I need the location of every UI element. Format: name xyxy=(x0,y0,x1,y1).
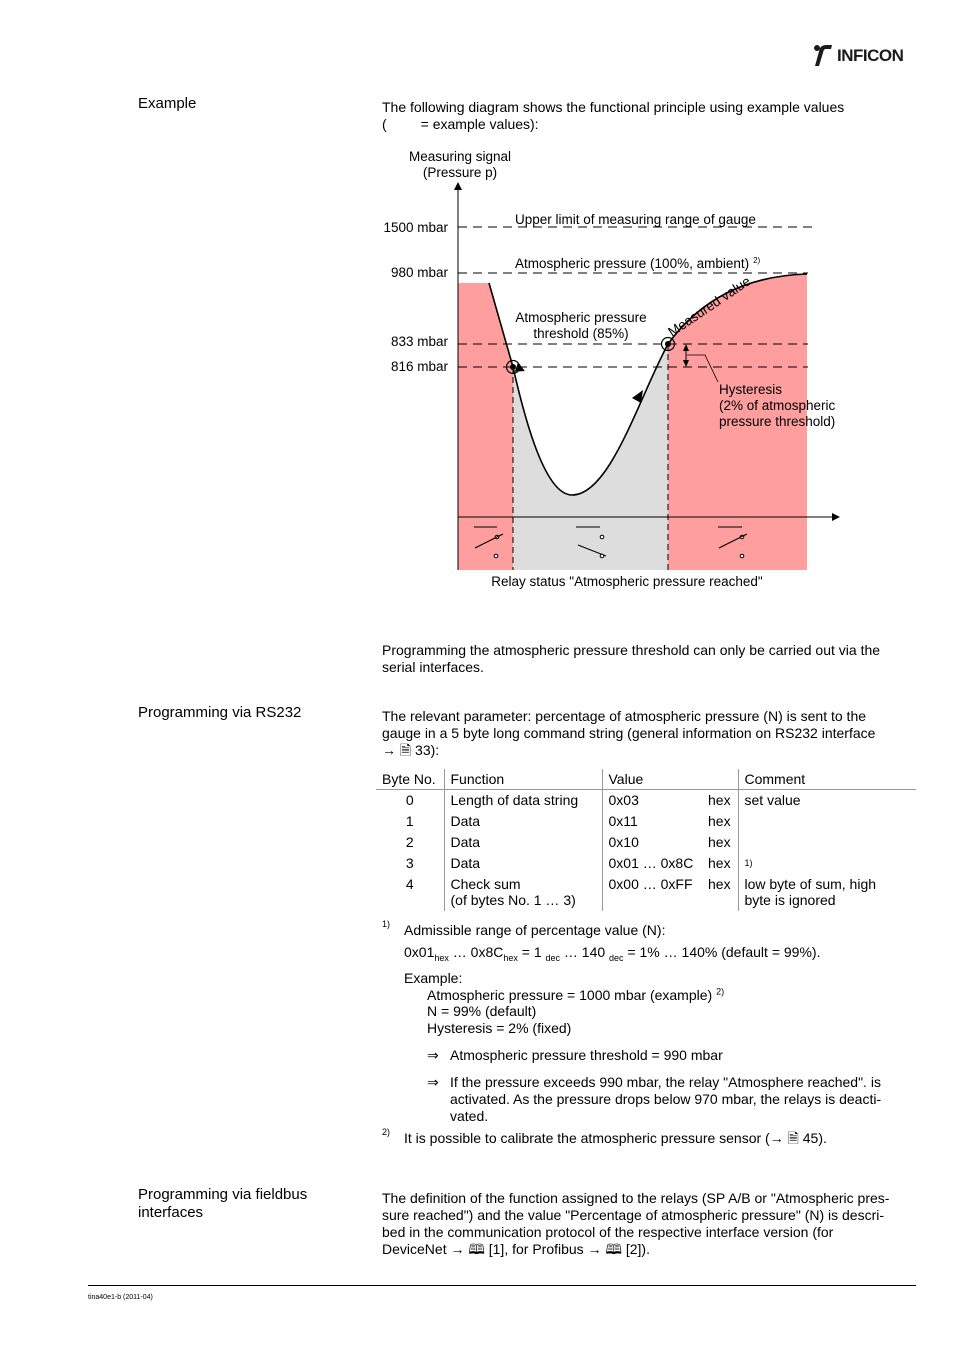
note-paragraph: Programming the atmospheric pressure threshold can only be carried out via the serial interfaces. xyxy=(382,642,881,675)
footnote1-mark: 1) xyxy=(382,919,391,929)
fieldbus-heading: Programming via fieldbus interfaces xyxy=(138,1186,308,1221)
hysteresis-label-line3: pressure threshold) xyxy=(719,414,836,429)
functional-diagram xyxy=(370,140,850,600)
level-label-980: 980 mbar xyxy=(390,265,448,280)
example-intro-line2: ( = example values): xyxy=(382,116,539,132)
percentage-range: $0x01_{hex}$ … $0x8C_{hex} = 1$ $_{dec}$ … 140 $_{dec}$ = 1% … 140% (default = 99%). xyxy=(404,944,821,963)
hysteresis-label-line2: (2% of atmospheric xyxy=(719,398,836,413)
footer-doc-id: tina40e1-b (2011-04) xyxy=(88,1294,153,1301)
threshold-label-line2: threshold (85%) xyxy=(533,326,629,341)
header-comment: Comment xyxy=(738,769,916,790)
result-arrow-icon: ⇒ xyxy=(427,1047,439,1063)
example-line3: Hysteresis = 2% (fixed) xyxy=(427,1020,572,1036)
measured-value-label: Measured value xyxy=(665,273,754,340)
example-heading-text: Example: xyxy=(404,970,463,986)
footnote2-text: It is possible to calibrate the atmospheric pressure sensor (→ 🗎 45). xyxy=(404,1130,827,1146)
rs232-intro: The relevant parameter: percentage of atmospheric pressure (N) is sent to the gauge in a 5 byte long command string (general information on RS232 interface → 🗎 33): xyxy=(382,708,907,759)
table-header-row xyxy=(376,769,916,790)
example-intro xyxy=(382,99,907,133)
example-line1: Atmospheric pressure = 1000 mbar (example) $^{2)}$ xyxy=(427,986,725,1003)
level-label-833: 833 mbar xyxy=(390,334,448,349)
footnote-ref: 1) xyxy=(738,853,916,874)
inficon-logo xyxy=(812,43,922,69)
header-byte-no: Byte No. xyxy=(376,769,444,790)
result-arrow-icon: ⇒ xyxy=(427,1074,439,1090)
level-label-816: 816 mbar xyxy=(390,359,448,374)
threshold-label-line1: Atmospheric pressure xyxy=(515,310,647,325)
manual-ref-link[interactable]: DeviceNet → 🕮 [1], for Profibus → 🕮 [2]). xyxy=(382,1241,650,1257)
example-heading: Example xyxy=(138,95,197,112)
footnote2-mark: 2) xyxy=(382,1127,391,1137)
hysteresis-label-line1: Hysteresis xyxy=(719,382,783,397)
y-axis-label-line2: (Pressure p) xyxy=(422,165,498,180)
table-row: 3 Data 0x01 … 0x8C hex 1) xyxy=(376,853,916,874)
result2-text: If the pressure exceeds 990 mbar, the relay "Atmosphere reached". is activated. As the pressure drops below 970 mbar, the relays is deacti- vated. xyxy=(450,1074,882,1124)
level-label-1500: 1500 mbar xyxy=(383,220,448,235)
relay-inactive-region xyxy=(513,344,668,570)
command-string-table xyxy=(376,769,916,911)
page-ref-link[interactable]: → 🗎 33): xyxy=(382,742,440,758)
table-row: 4 Check sum (of bytes No. 1 … 3) 0x00 … 0xFF hex low byte of sum, high byte is ignored xyxy=(376,874,916,911)
header-unit xyxy=(702,769,738,790)
inficon-logo-icon xyxy=(812,44,834,68)
table-row: 0 Length of data string 0x03 hex set value xyxy=(376,790,916,812)
header-function: Function xyxy=(444,769,602,790)
example-intro-line1: The following diagram shows the functional principle using example values xyxy=(382,99,845,115)
table-row: 2 Data 0x10 hex xyxy=(376,832,916,853)
upper-limit-label: Upper limit of measuring range of gauge xyxy=(515,212,756,227)
result1-text: Atmospheric pressure threshold = 990 mbar xyxy=(450,1047,723,1063)
brand-name: INFICON xyxy=(837,46,904,65)
rs232-heading: Programming via RS232 xyxy=(138,704,302,721)
header-value: Value xyxy=(602,769,702,790)
footnote1-text: Admissible range of percentage value (N): xyxy=(404,922,666,938)
y-axis-label-line1: Measuring signal xyxy=(408,149,512,164)
footer-divider xyxy=(88,1285,916,1286)
atmospheric-pressure-label: Atmospheric pressure (100%, ambient) $^{2)}$ xyxy=(515,256,761,271)
example-line2: N = 99% (default) xyxy=(427,1003,537,1019)
table-row: 1 Data 0x11 hex xyxy=(376,811,916,832)
relay-status-label: Relay status "Atmospheric pressure reached" xyxy=(491,574,763,589)
fieldbus-paragraph: The definition of the function assigned to the relays (SP A/B or "Atmospheric pres- sure reached") and the value "Percentage of atmospheric pressure" (N) is descri- bed in the communication protocol of the respective interface version (for DeviceNet → 🕮 [1], for Profibus → 🕮 [2]). xyxy=(382,1190,907,1258)
